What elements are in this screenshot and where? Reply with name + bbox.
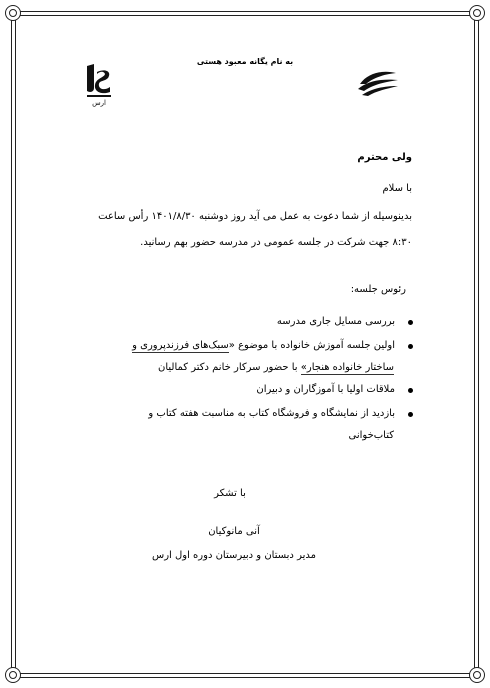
bullet-icon — [408, 412, 413, 417]
invitation-line-2: ۸:۳۰ جهت شرکت در جلسه عمومی در مدرسه حضور بهم رسانید. — [140, 237, 412, 248]
agenda-item-text: بازدید از نمایشگاه و فروشگاه کتاب به مناسبت هفته کتاب و — [148, 408, 395, 419]
signer-name: آنی مانوکیان — [208, 526, 260, 537]
salutation: ولی محترم — [357, 152, 412, 163]
signer-role: مدیر دبستان و دبیرستان دوره اول ارس — [152, 550, 316, 561]
logo-caption: ارس — [92, 99, 106, 107]
agenda-item-text — [132, 340, 395, 351]
agenda-title: رئوس جلسه: — [350, 284, 406, 295]
agenda-item-text: ملاقات اولیا با آموزگاران و دبیران — [256, 384, 395, 395]
agenda-item-rest: با حضور سرکار خانم دکتر کمالیان — [158, 362, 301, 373]
greeting: با سلام — [382, 183, 412, 194]
agenda-item-prefix: اولین جلسه آموزش خانواده با موضوع « — [228, 340, 395, 351]
agenda-item-continuation: کتاب‌خوانی — [348, 430, 394, 441]
school-emblem-logo — [356, 67, 400, 97]
corner-ornament — [5, 667, 21, 683]
corner-ornament — [469, 667, 485, 683]
corner-ornament — [469, 5, 485, 21]
agenda-item-continuation — [158, 362, 394, 373]
aras-logo — [82, 62, 116, 108]
corner-ornament — [5, 5, 21, 21]
agenda-item-text: بررسی مسایل جاری مدرسه — [276, 316, 395, 327]
header-title: به نام یگانه معبود هستی — [196, 57, 294, 66]
closing: با تشکر — [214, 488, 246, 499]
agenda-item-underlined: ساختار خانواده هنجار» — [300, 362, 394, 373]
agenda-item-underlined: سبک‌های فرزندپروری و — [132, 340, 229, 351]
bullet-icon — [408, 320, 413, 325]
bullet-icon — [408, 388, 413, 393]
bullet-icon — [408, 344, 413, 349]
invitation-line-1: بدینوسیله از شما دعوت به عمل می آید روز دوشنبه ۱۴۰۱/۸/۳۰ رأس ساعت — [98, 211, 412, 222]
